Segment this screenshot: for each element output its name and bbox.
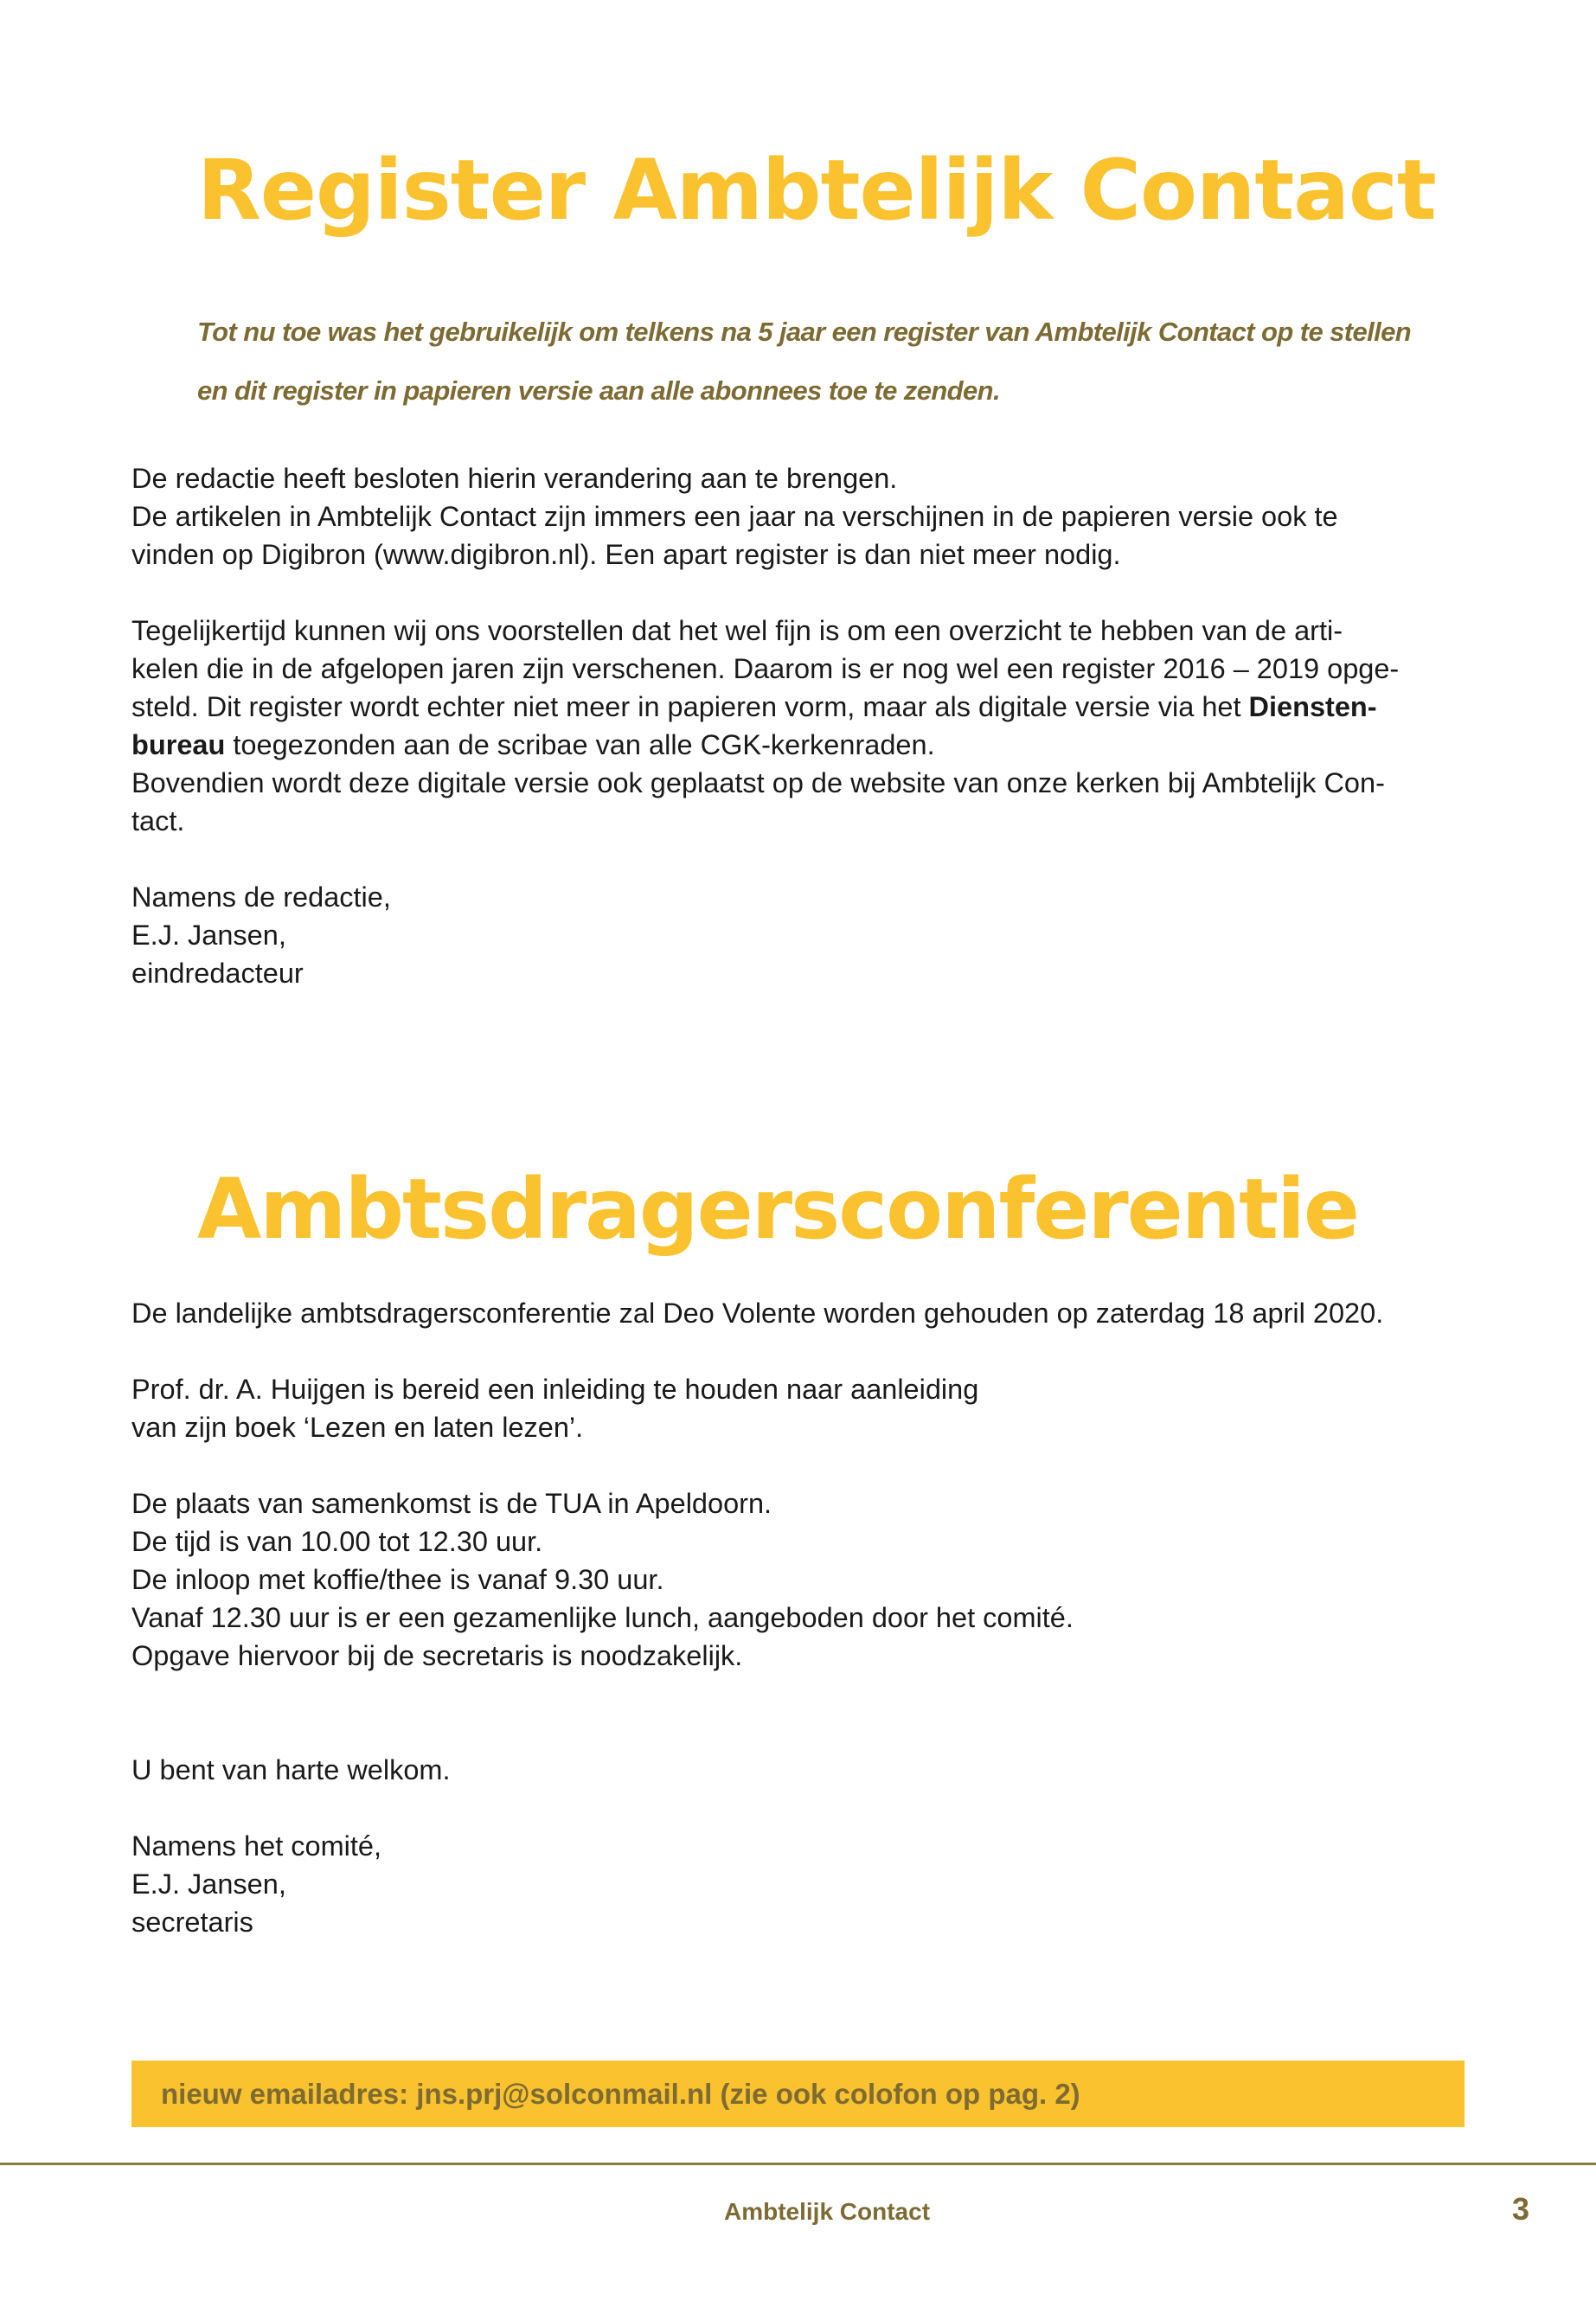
paragraph-line: Tegelijkertijd kunnen wij ons voorstellen dat het wel fijn is om een overzicht te hebben van de arti- bbox=[131, 615, 1343, 646]
bold-term-dienstenbureau: Diensten- bbox=[1248, 691, 1377, 722]
signature-line: eindredacteur bbox=[131, 958, 304, 989]
paragraph-line: kelen die in de afgelopen jaren zijn verschenen. Daarom is er nog wel een register 2016 – 2019 opge- bbox=[131, 653, 1400, 684]
paragraph-line: De artikelen in Ambtelijk Contact zijn immers een jaar na verschijnen in de papieren versie ook te bbox=[131, 501, 1338, 532]
page-number: 3 bbox=[1512, 2191, 1530, 2227]
paragraph-line: Vanaf 12.30 uur is er een gezamenlijke lunch, aangeboden door het comité. bbox=[131, 1602, 1074, 1633]
signature-line: E.J. Jansen, bbox=[131, 920, 286, 951]
signature-line: Namens het comité, bbox=[131, 1830, 382, 1862]
lead-line: Tot nu toe was het gebruikelijk om telkens na 5 jaar een register van Ambtelijk Contact op te stellen bbox=[197, 317, 1412, 347]
bold-term-dienstenbureau: bureau bbox=[131, 729, 226, 760]
paragraph-line: De inloop met koffie/thee is vanaf 9.30 uur. bbox=[131, 1564, 664, 1595]
paragraph-line: Opgave hiervoor bij de secretaris is noodzakelijk. bbox=[131, 1640, 743, 1671]
paragraph-text: steld. Dit register wordt echter niet meer in papieren vorm, maar als digitale versie via het bbox=[131, 691, 1249, 722]
paragraph-line: vinden op Digibron (www.digibron.nl). Een apart register is dan niet meer nodig. bbox=[131, 539, 1121, 570]
paragraph-line: van zijn boek ‘Lezen en laten lezen’. bbox=[131, 1412, 584, 1443]
paragraph-line: De landelijke ambtsdragersconferentie zal Deo Volente worden gehouden op zaterdag 18 april 2020. bbox=[131, 1298, 1384, 1329]
signature-line: E.J. Jansen, bbox=[131, 1868, 286, 1900]
email-notice-banner bbox=[131, 2061, 1465, 2127]
paragraph-line: De plaats van samenkomst is de TUA in Apeldoorn. bbox=[131, 1488, 772, 1519]
paragraph-line bbox=[131, 688, 1481, 726]
paragraph-line: tact. bbox=[131, 805, 185, 836]
paragraph-line: De tijd is van 10.00 tot 12.30 uur. bbox=[131, 1526, 543, 1557]
footer-divider bbox=[0, 2163, 1596, 2165]
section-title-register: Register Ambtelijk Contact bbox=[197, 142, 1436, 239]
signature-line: secretaris bbox=[131, 1907, 253, 1938]
section-title-conferentie: Ambtsdragersconferentie bbox=[197, 1161, 1359, 1258]
paragraph-line: Bovendien wordt deze digitale versie ook geplaatst op de website van onze kerken bij Ambtelijk Con- bbox=[131, 767, 1385, 798]
paragraph-line: De redactie heeft besloten hierin verandering aan te brengen. bbox=[131, 463, 898, 494]
lead-line: en dit register in papieren versie aan alle abonnees toe te zenden. bbox=[197, 375, 1001, 406]
signature-line: Namens de redactie, bbox=[131, 881, 391, 913]
email-notice-text: nieuw emailadres: jns.prj@solconmail.nl (zie ook colofon op pag. 2) bbox=[161, 2078, 1080, 2110]
welcome-line: U bent van harte welkom. bbox=[131, 1754, 451, 1785]
lead-intro bbox=[197, 303, 1443, 420]
conferentie-body bbox=[131, 1294, 1481, 1941]
paragraph-line bbox=[131, 726, 1481, 764]
footer-publication-title: Ambtelijk Contact bbox=[724, 2198, 931, 2225]
paragraph-line: Prof. dr. A. Huijgen is bereid een inleiding te houden naar aanleiding bbox=[131, 1374, 979, 1405]
register-body bbox=[131, 459, 1481, 992]
paragraph-text: toegezonden aan de scribae van alle CGK-kerkenraden. bbox=[225, 729, 935, 760]
